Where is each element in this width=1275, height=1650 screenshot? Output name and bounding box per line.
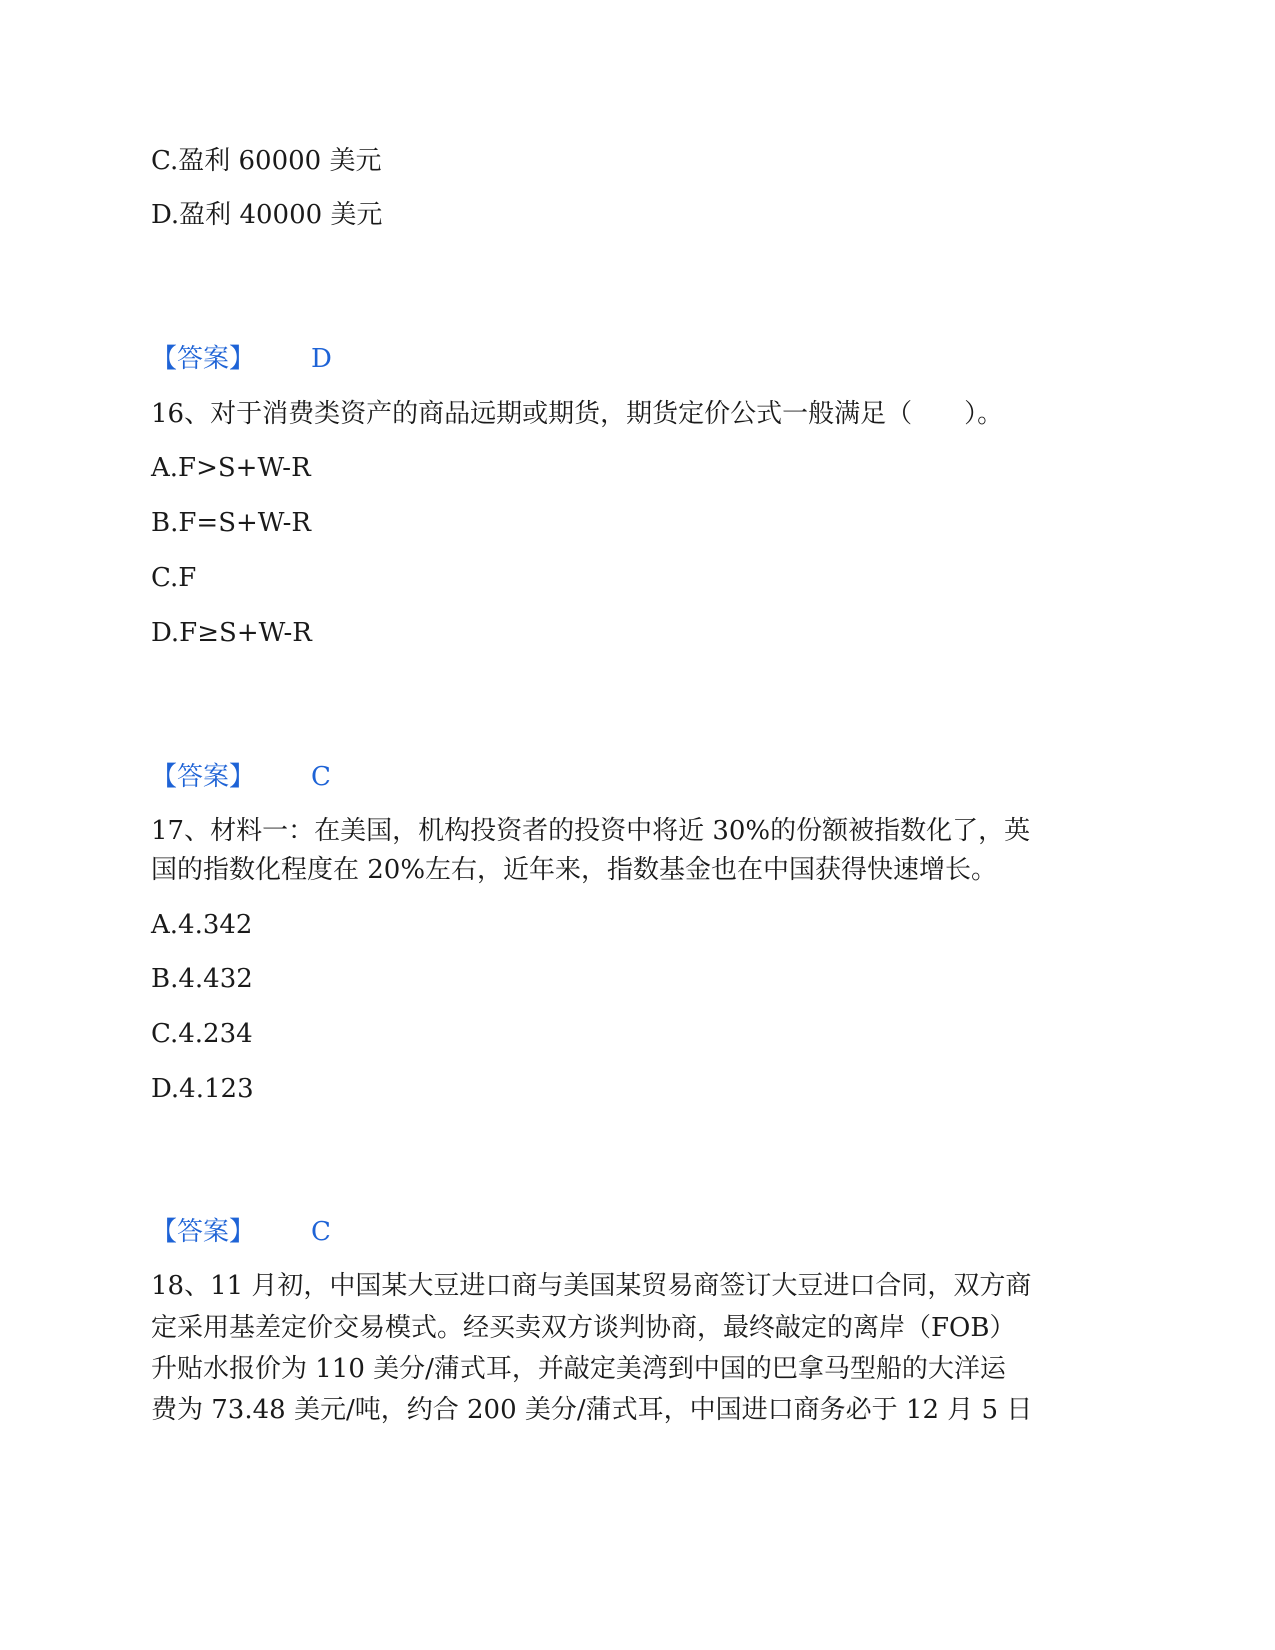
- answer-line: [151, 761, 331, 793]
- option-a: A.F>S+W-R: [151, 453, 311, 483]
- question-stem: 16、对于消费类资产的商品远期或期货，期货定价公式一般满足（ ）。: [151, 399, 1004, 429]
- option-c: C.盈利 60000 美元: [151, 146, 382, 176]
- option-d: D.4.123: [151, 1074, 254, 1104]
- option-c: C.4.234: [151, 1019, 253, 1049]
- question-stem-line-2: 定采用基差定价交易模式。经买卖双方谈判协商，最终敲定的离岸（FOB）: [151, 1313, 1016, 1343]
- answer-line: [151, 343, 332, 375]
- option-b: B.4.432: [151, 964, 253, 994]
- question-stem-line-1: 17、材料一：在美国，机构投资者的投资中将近 30%的份额被指数化了，英: [151, 816, 1031, 846]
- question-stem-line-2: 国的指数化程度在 20%左右，近年来，指数基金也在中国获得快速增长。: [151, 855, 998, 885]
- answer-value: C: [311, 762, 331, 792]
- answer-value: C: [311, 1217, 331, 1247]
- answer-label: 【答案】: [151, 1217, 256, 1247]
- option-d: D.盈利 40000 美元: [151, 200, 383, 230]
- option-b: B.F=S+W-R: [151, 508, 311, 538]
- option-d: D.F≥S+W-R: [151, 618, 312, 648]
- option-c: C.F: [151, 563, 197, 593]
- question-stem-line-3: 升贴水报价为 110 美分/蒲式耳，并敲定美湾到中国的巴拿马型船的大洋运: [151, 1354, 1006, 1384]
- answer-value: D: [311, 344, 332, 374]
- answer-label: 【答案】: [151, 344, 256, 374]
- answer-line: [151, 1216, 331, 1248]
- question-stem-line-1: 18、11 月初，中国某大豆进口商与美国某贸易商签订大豆进口合同，双方商: [151, 1271, 1032, 1301]
- option-a: A.4.342: [151, 910, 253, 940]
- answer-label: 【答案】: [151, 762, 256, 792]
- question-stem-line-4: 费为 73.48 美元/吨，约合 200 美分/蒲式耳，中国进口商务必于 12 月 5 日: [151, 1395, 1033, 1425]
